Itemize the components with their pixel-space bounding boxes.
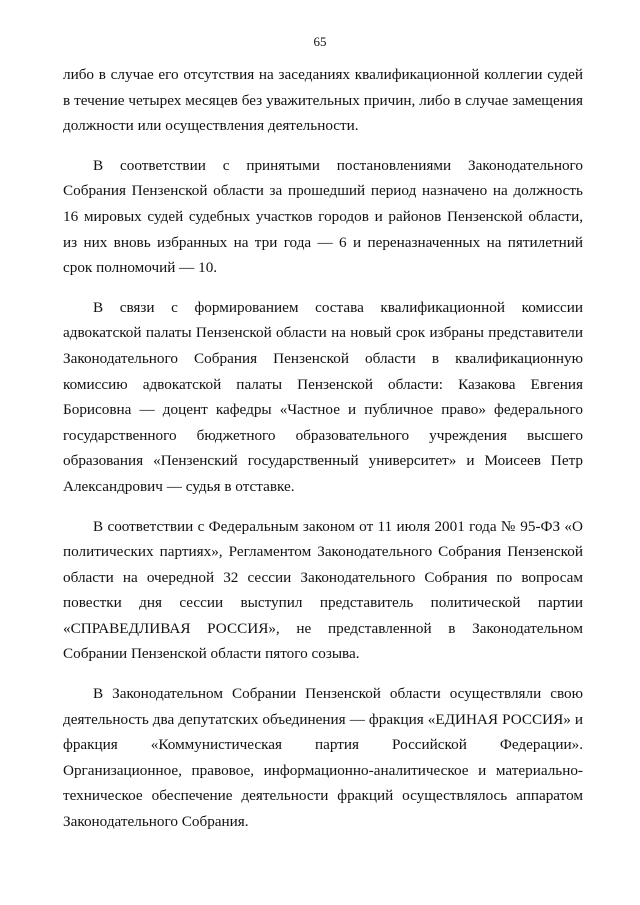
paragraph-deputy-factions: В Законодательном Собрании Пензенской области осуществляли свою деятельность два депутатских объединения — фракция «ЕДИНАЯ РОССИЯ» и фракция «Коммунистическая партия Российской Федерации». Организационное, правовое, информационно-аналитическое и материально-техническое обеспечение деятельности фракций осуществлялось аппаратом Законодательного Собрания. bbox=[63, 685, 583, 831]
paragraph-continuation: либо в случае его отсутствия на заседаниях квалификационной коллегии судей в течение четырех месяцев без уважительных причин, либо в случае замещения должности или осуществления деятельности. bbox=[63, 66, 583, 135]
paragraph-judges-appointment: В соответствии с принятыми постановлениями Законодательного Собрания Пензенской области за прошедший период назначено на должность 16 мировых судей судебных участков городов и районов Пензенской области, из них вновь избранных на три года — 6 и переназначенных на пятилетний срок полномочий — 10. bbox=[63, 156, 583, 277]
paragraph-political-parties: В соответствии с Федеральным законом от 11 июля 2001 года № 95-ФЗ «О политических партиях», Регламентом Законодательного Собрания Пензенской области на очередной 32 сессии Законодательного Собрания по вопросам повестки дня сессии выступил представитель политической партии «СПРАВЕДЛИВАЯ РОССИЯ», не представленной в Законодательном Собрании Пензенской области пятого созыва. bbox=[63, 517, 583, 663]
paragraph-bar-commission: В связи с формированием состава квалификационной комиссии адвокатской палаты Пензенской области на новый срок избраны представители Законодательного Собрания Пензенской области в квалификационную комиссию адвокатской палаты Пензенской области: Казакова Евгения Борисовна — доцент кафедры «Частное и публичное право» федерального государственного бюджетного образовательного учреждения высшего образования «Пензенский государственный университет» и Моисеев Петр Александрович — судья в отставке. bbox=[63, 298, 583, 495]
page-number: 65 bbox=[313, 34, 327, 49]
document-body bbox=[63, 62, 583, 849]
